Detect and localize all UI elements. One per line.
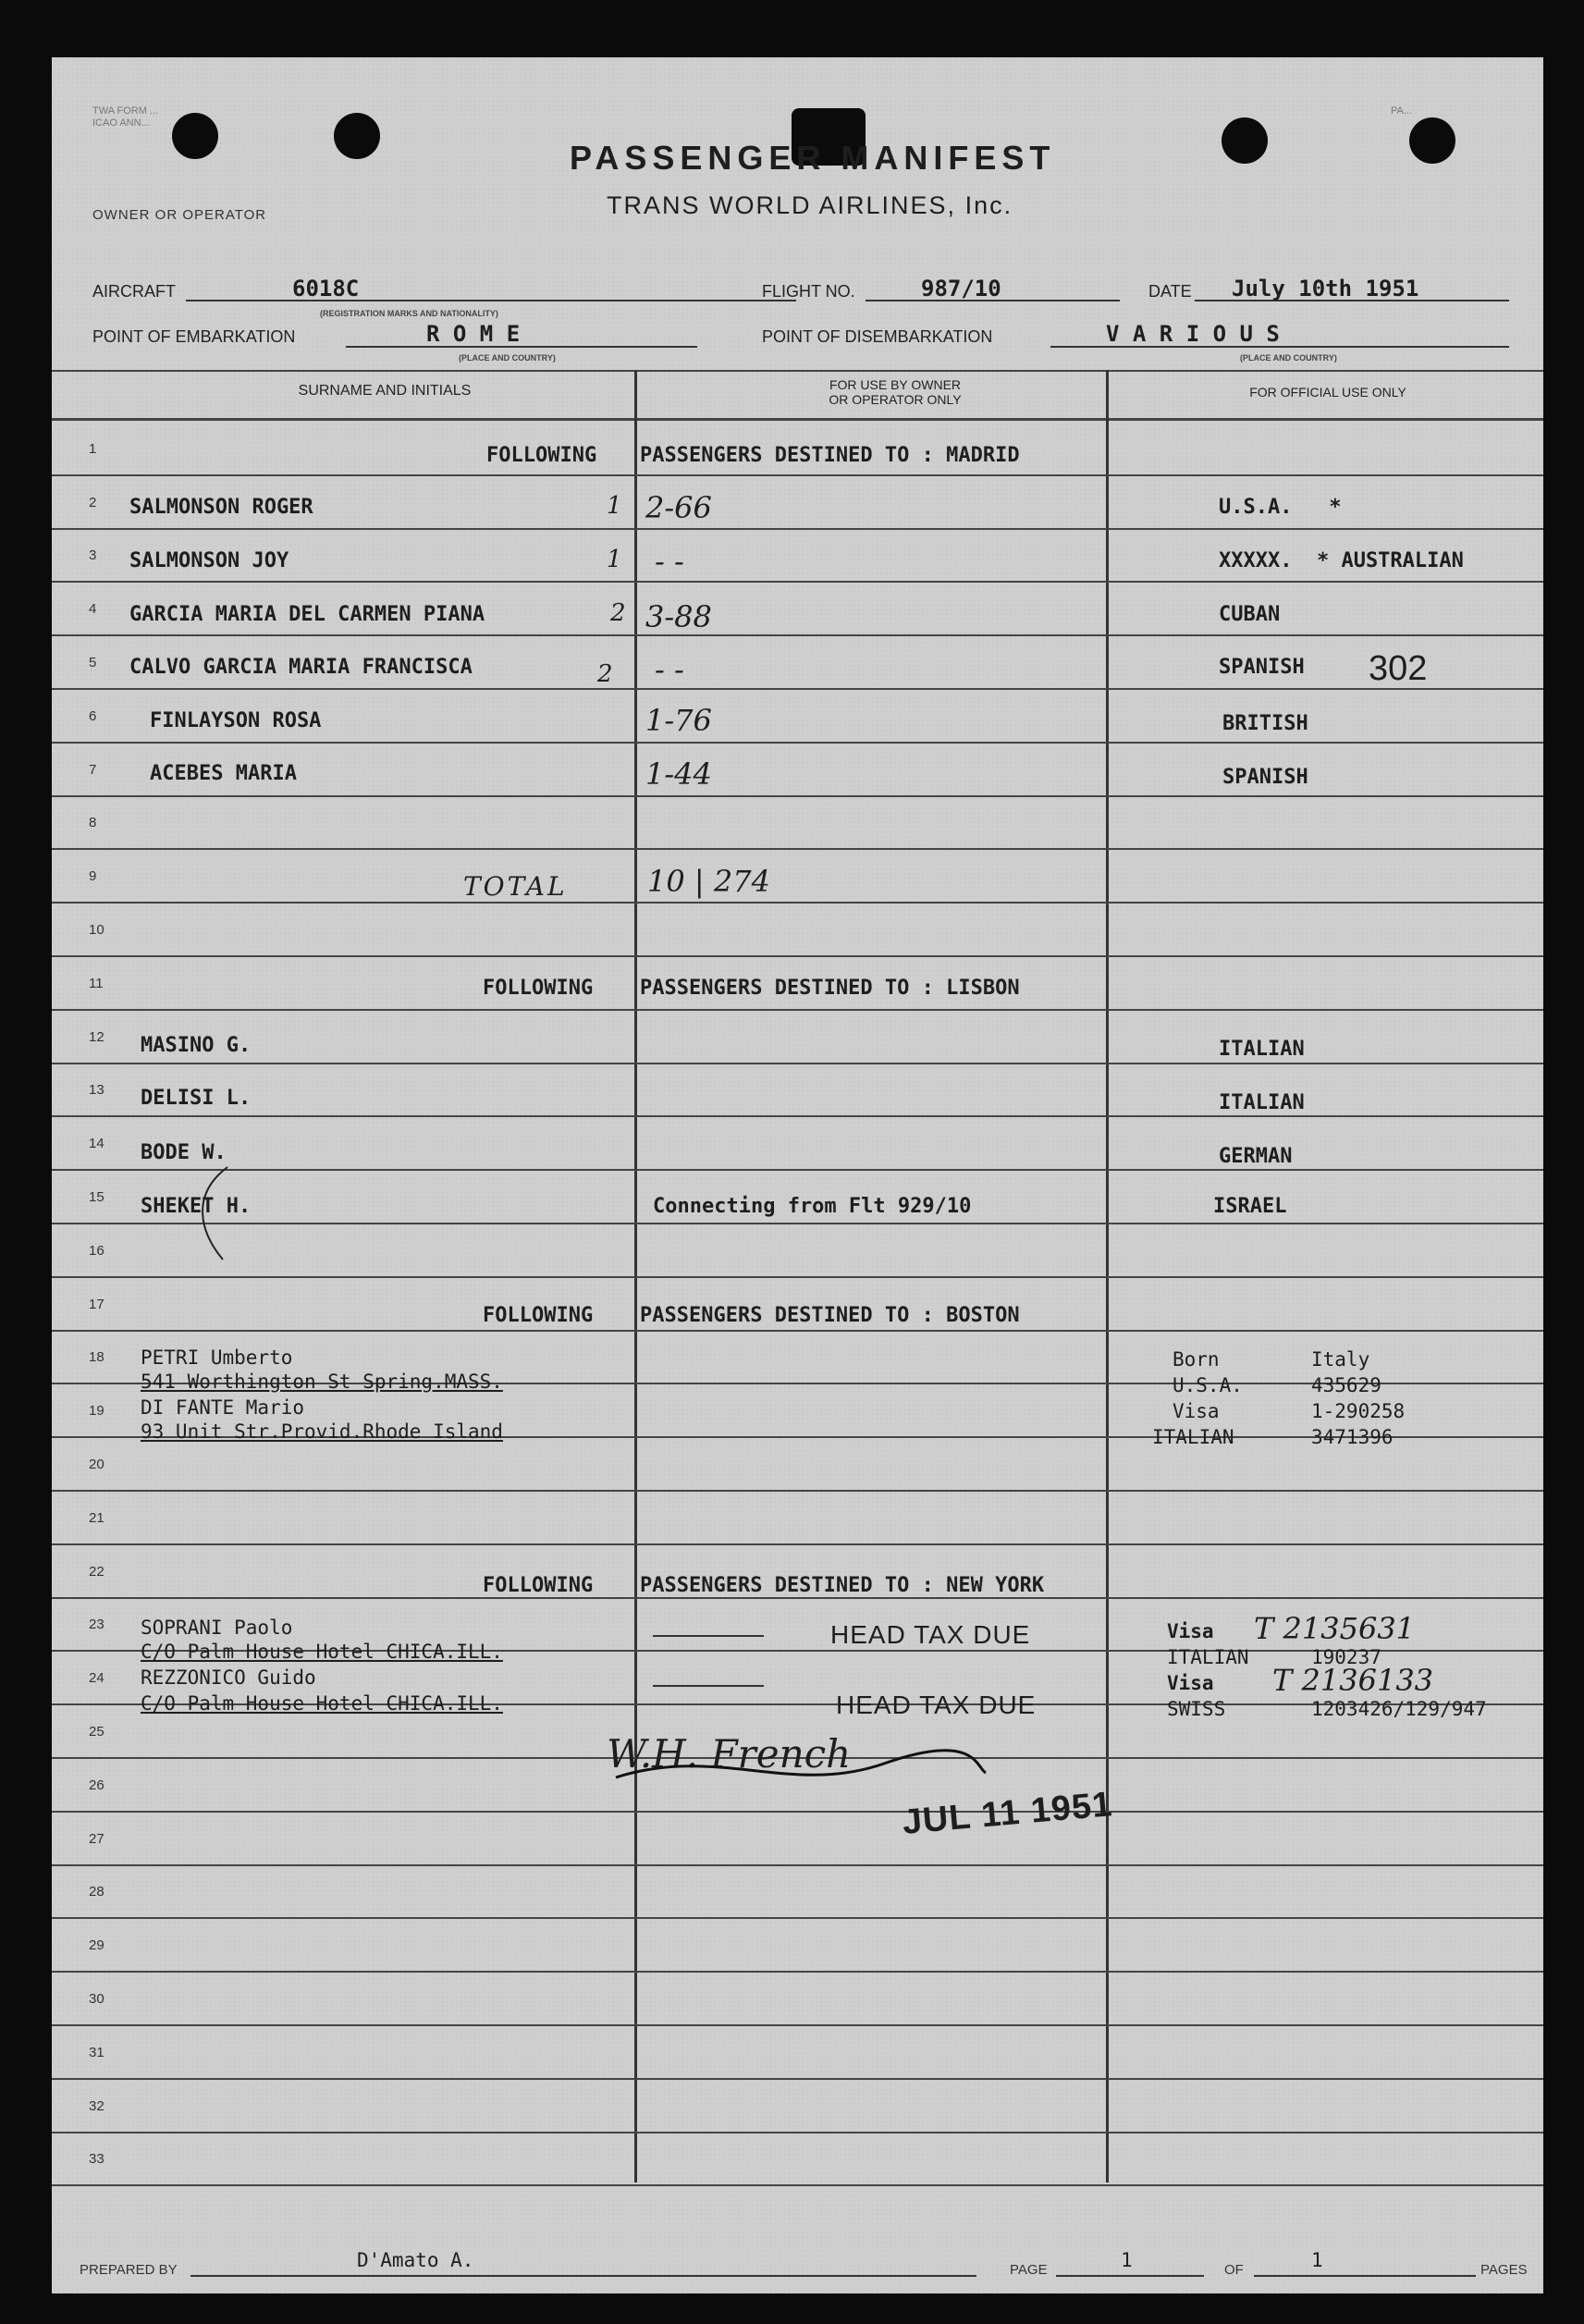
manifest-sheet (52, 57, 1543, 2293)
dash-line (653, 1685, 764, 1687)
dash-line (653, 1635, 764, 1637)
row-number: 19 (89, 1403, 104, 1419)
date-label: DATE (1148, 282, 1192, 301)
passenger-mark: 1 (607, 492, 622, 520)
row-number: 3 (89, 547, 97, 563)
passenger-code: 1-44 (645, 756, 712, 792)
row-rule (52, 742, 1543, 744)
passenger-mark: 1 (607, 546, 622, 573)
row-number: 32 (89, 2098, 104, 2114)
form-id: TWA FORM ... ICAO ANN... (92, 105, 159, 129)
row-rule (52, 1009, 1543, 1011)
row-number: 8 (89, 815, 97, 830)
passenger-name: PETRI Umberto (141, 1346, 293, 1369)
passenger-name: DELISI L. (141, 1087, 252, 1110)
section-boston-right: PASSENGERS DESTINED TO : BOSTON (640, 1304, 1020, 1327)
row-rule (52, 2078, 1543, 2080)
official-value: Italy (1311, 1348, 1370, 1371)
row-rule (52, 634, 1543, 636)
official-value: T 2136133 (1272, 1663, 1434, 1698)
total-value: 10 | 274 (647, 864, 770, 899)
row-number: 5 (89, 655, 97, 670)
passenger-name: CALVO GARCIA MARIA FRANCISCA (129, 656, 473, 679)
date-stamp: JUL 11 1951 (901, 1785, 1114, 1842)
row-number: 27 (89, 1831, 104, 1847)
row-number: 21 (89, 1510, 104, 1526)
prepared-by: D'Amato A. (357, 2249, 474, 2271)
row-number: 13 (89, 1082, 104, 1098)
head-tax-stamp: HEAD TAX DUE (836, 1691, 1037, 1719)
passenger-address: 93 Unit Str.Provid.Rhode Island (141, 1420, 503, 1443)
disembark-label: POINT OF DISEMBARKATION (762, 327, 993, 346)
passenger-nationality: ISRAEL (1213, 1195, 1287, 1218)
of-label: OF (1224, 2262, 1244, 2278)
row-number: 12 (89, 1029, 104, 1045)
passenger-name: SALMONSON JOY (129, 549, 289, 572)
row-number: 24 (89, 1670, 104, 1686)
official-label: Visa (1167, 1672, 1214, 1694)
section-boston-left: FOLLOWING (483, 1304, 594, 1327)
prepared-label: PREPARED BY (80, 2262, 178, 2278)
row-rule (52, 1115, 1543, 1117)
col-official-header: FOR OFFICIAL USE ONLY (1249, 385, 1406, 400)
row-number: 28 (89, 1884, 104, 1900)
row-number: 22 (89, 1564, 104, 1580)
passenger-nationality: ITALIAN (1219, 1038, 1305, 1061)
row-rule (52, 1543, 1543, 1545)
row-rule (52, 688, 1543, 690)
passenger-mark: 2 (610, 599, 626, 627)
flight-value: 987/10 (921, 276, 1001, 301)
passenger-address: 541 Worthington St Spring.MASS. (141, 1371, 503, 1393)
of-line (1254, 2275, 1476, 2277)
passenger-nationality: U.S.A. * (1219, 496, 1342, 519)
passenger-address: C/O Palm House Hotel CHICA.ILL. (141, 1641, 503, 1663)
row-number: 33 (89, 2151, 104, 2167)
passenger-nationality: ITALIAN (1219, 1091, 1305, 1114)
row-rule (52, 474, 1543, 476)
row-rule (52, 2184, 1543, 2186)
row-rule (52, 1169, 1543, 1171)
passenger-mark: 2 (597, 660, 613, 688)
row-number: 29 (89, 1937, 104, 1953)
row-number: 17 (89, 1297, 104, 1312)
official-value: T 2135631 (1254, 1611, 1416, 1646)
embark-value: R O M E (426, 321, 521, 347)
row-rule (52, 581, 1543, 583)
passenger-name: SHEKET H. (141, 1195, 252, 1218)
row-number: 20 (89, 1457, 104, 1472)
handwritten-note: 302 (1369, 649, 1428, 688)
punch-hole (1409, 117, 1455, 164)
row-rule (52, 1490, 1543, 1492)
row-rule (52, 848, 1543, 850)
official-label: Born (1173, 1348, 1220, 1371)
official-label: SWISS (1167, 1698, 1226, 1720)
row-number: 16 (89, 1243, 104, 1259)
passenger-code: 2-66 (645, 490, 712, 525)
official-value: 3471396 (1311, 1426, 1394, 1448)
official-value: 1203426/129/947 (1311, 1698, 1487, 1720)
row-number: 25 (89, 1724, 104, 1740)
flight-label: FLIGHT NO. (762, 282, 855, 301)
section-madrid-left: FOLLOWING (486, 444, 597, 467)
passenger-name: GARCIA MARIA DEL CARMEN PIANA (129, 603, 485, 626)
page-label: PAGE (1010, 2262, 1048, 2278)
row-number: 26 (89, 1777, 104, 1793)
row-rule (52, 1917, 1543, 1919)
official-value: 435629 (1311, 1374, 1381, 1396)
punch-hole (334, 113, 380, 159)
passenger-code: - - (655, 544, 684, 579)
signature: W.H. French (607, 1731, 852, 1777)
passenger-name: SALMONSON ROGER (129, 496, 313, 519)
row-number: 6 (89, 708, 97, 724)
passenger-nationality: GERMAN (1219, 1145, 1293, 1168)
row-number: 11 (89, 976, 104, 991)
row-number: 30 (89, 1991, 104, 2007)
row-rule (52, 1811, 1543, 1813)
row-rule (52, 902, 1543, 904)
airline-name: TRANS WORLD AIRLINES, Inc. (607, 191, 1013, 219)
row-number: 18 (89, 1349, 104, 1365)
section-lisbon-right: PASSENGERS DESTINED TO : LISBON (640, 977, 1020, 1000)
row-rule (52, 528, 1543, 530)
passenger-nationality: CUBAN (1219, 603, 1281, 626)
embark-caption: (PLACE AND COUNTRY) (459, 353, 556, 363)
passenger-name: SOPRANI Paolo (141, 1617, 293, 1639)
total-label: TOTAL (463, 871, 568, 902)
embark-label: POINT OF EMBARKATION (92, 327, 296, 346)
official-label: Visa (1167, 1620, 1214, 1642)
row-number: 31 (89, 2045, 104, 2060)
disembark-value: V A R I O U S (1106, 321, 1280, 347)
passenger-code: 1-76 (645, 703, 712, 738)
prepared-line (190, 2275, 976, 2277)
passenger-name: BODE W. (141, 1141, 227, 1164)
header-rule (52, 370, 1543, 372)
col-names-header: SURNAME AND INITIALS (298, 383, 472, 399)
row-rule (52, 1330, 1543, 1332)
signature-flourish (607, 1740, 995, 1796)
passenger-code: 3-88 (645, 599, 712, 634)
page-total: 1 (1311, 2249, 1323, 2271)
connecting-note: Connecting from Flt 929/10 (653, 1195, 972, 1218)
passenger-nationality: SPANISH (1219, 656, 1305, 679)
bracket-mark (172, 1158, 246, 1269)
official-value: 1-290258 (1311, 1400, 1406, 1422)
official-label: ITALIAN (1152, 1426, 1234, 1448)
official-value: 190237 (1311, 1646, 1381, 1668)
row-number: 23 (89, 1617, 104, 1632)
section-newyork-left: FOLLOWING (483, 1574, 594, 1597)
punch-hole (1222, 117, 1268, 164)
passenger-address: C/O Palm House Hotel CHICA.ILL. (141, 1692, 503, 1715)
col-owner-header: FOR USE BY OWNER OR OPERATOR ONLY (829, 377, 962, 407)
row-rule (52, 1276, 1543, 1278)
passenger-name: REZZONICO Guido (141, 1666, 316, 1689)
passenger-name: MASINO G. (141, 1034, 252, 1057)
row-number: 9 (89, 868, 97, 884)
embark-line (346, 346, 697, 348)
date-value: July 10th 1951 (1232, 276, 1419, 301)
row-number: 15 (89, 1189, 104, 1205)
page-number: 1 (1121, 2249, 1133, 2271)
section-madrid-right: PASSENGERS DESTINED TO : MADRID (640, 444, 1020, 467)
row-rule (52, 795, 1543, 797)
section-newyork-right: PASSENGERS DESTINED TO : NEW YORK (640, 1574, 1045, 1597)
passenger-nationality: XXXXX. * AUSTRALIAN (1219, 549, 1464, 572)
page-line (1056, 2275, 1204, 2277)
owner-label: OWNER OR OPERATOR (92, 207, 267, 223)
row-rule (52, 2024, 1543, 2026)
passenger-code: - - (655, 652, 684, 687)
row-number: 10 (89, 922, 104, 938)
row-number: 2 (89, 495, 97, 510)
row-number: 7 (89, 762, 97, 778)
head-tax-stamp: HEAD TAX DUE (830, 1620, 1031, 1649)
header-bottom-rule (52, 418, 1543, 421)
row-rule (52, 1971, 1543, 1973)
form-id-right: PA... (1391, 105, 1413, 117)
passenger-nationality: BRITISH (1222, 712, 1308, 735)
aircraft-value: 6018C (292, 276, 360, 301)
row-rule (52, 1063, 1543, 1064)
official-label: ITALIAN (1167, 1646, 1249, 1668)
row-number: 14 (89, 1136, 104, 1151)
disembark-caption: (PLACE AND COUNTRY) (1240, 353, 1337, 363)
row-rule (52, 1597, 1543, 1599)
official-label: Visa (1173, 1400, 1220, 1422)
row-rule (52, 2132, 1543, 2133)
row-rule (52, 1223, 1543, 1224)
passenger-nationality: SPANISH (1222, 766, 1308, 789)
official-label: U.S.A. (1173, 1374, 1243, 1396)
page-title: PASSENGER MANIFEST (570, 139, 1056, 177)
aircraft-line (186, 300, 796, 301)
passenger-name: DI FANTE Mario (141, 1396, 305, 1419)
row-rule (52, 1864, 1543, 1866)
row-rule (52, 955, 1543, 957)
row-number: 4 (89, 601, 97, 617)
row-number: 1 (89, 441, 97, 457)
passenger-name: FINLAYSON ROSA (150, 709, 322, 732)
passenger-name: ACEBES MARIA (150, 762, 297, 785)
aircraft-label: AIRCRAFT (92, 282, 176, 301)
pages-label: PAGES (1480, 2262, 1528, 2278)
aircraft-caption: (REGISTRATION MARKS AND NATIONALITY) (320, 309, 498, 318)
section-lisbon-left: FOLLOWING (483, 977, 594, 1000)
